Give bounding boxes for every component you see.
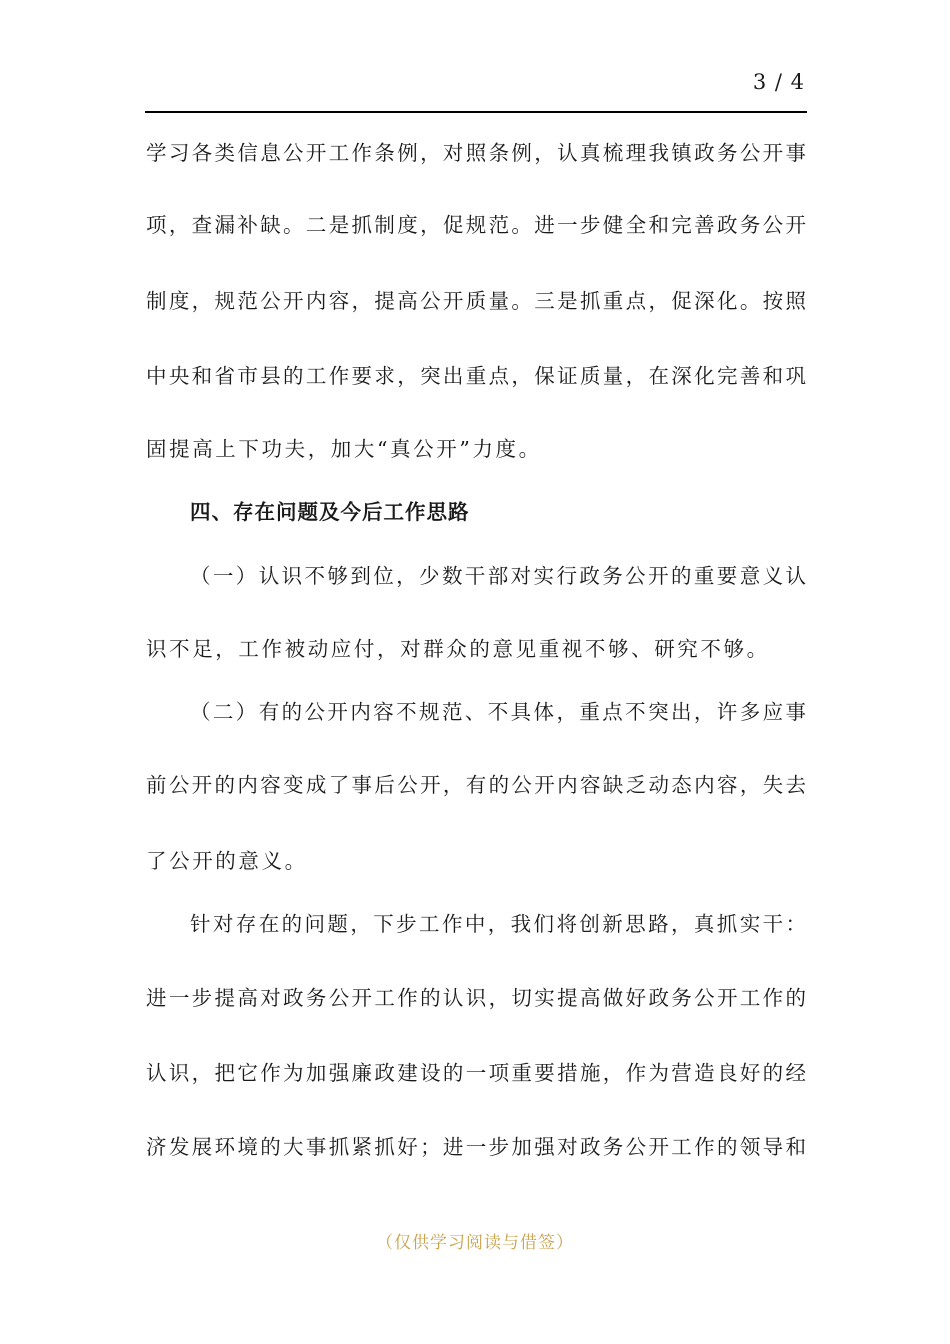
section-heading: 四、存在问题及今后工作思路 xyxy=(190,500,470,524)
body-line: 了公开的意义。 xyxy=(146,849,308,873)
body-line: 济发展环境的大事抓紧抓好；进一步加强对政务公开工作的领导和 xyxy=(146,1135,806,1159)
body-line: 固提高上下功夫，加大“真公开”力度。 xyxy=(146,437,542,461)
body-line: （二）有的公开内容不规范、不具体，重点不突出，许多应事 xyxy=(190,700,806,724)
body-line: 认识，把它作为加强廉政建设的一项重要措施，作为营造良好的经 xyxy=(146,1061,806,1085)
page-number: 3 / 4 xyxy=(752,70,805,94)
body-line: 项，查漏补缺。二是抓制度，促规范。进一步健全和完善政务公开 xyxy=(146,213,806,237)
footer-note: （仅供学习阅读与借签） xyxy=(376,1233,574,1253)
body-line: 针对存在的问题，下步工作中，我们将创新思路，真抓实干： xyxy=(190,912,806,936)
body-line: 识不足，工作被动应付，对群众的意见重视不够、研究不够。 xyxy=(146,637,770,661)
body-line: 进一步提高对政务公开工作的认识，切实提高做好政务公开工作的 xyxy=(146,986,806,1010)
body-line: 制度，规范公开内容，提高公开质量。三是抓重点，促深化。按照 xyxy=(146,289,806,313)
body-line: 前公开的内容变成了事后公开，有的公开内容缺乏动态内容，失去 xyxy=(146,773,806,797)
body-line: 中央和省市县的工作要求，突出重点，保证质量，在深化完善和巩 xyxy=(146,364,806,388)
body-line: 学习各类信息公开工作条例，对照条例，认真梳理我镇政务公开事 xyxy=(146,141,806,165)
body-line: （一）认识不够到位，少数干部对实行政务公开的重要意义认 xyxy=(190,564,806,588)
header-divider xyxy=(145,111,807,113)
